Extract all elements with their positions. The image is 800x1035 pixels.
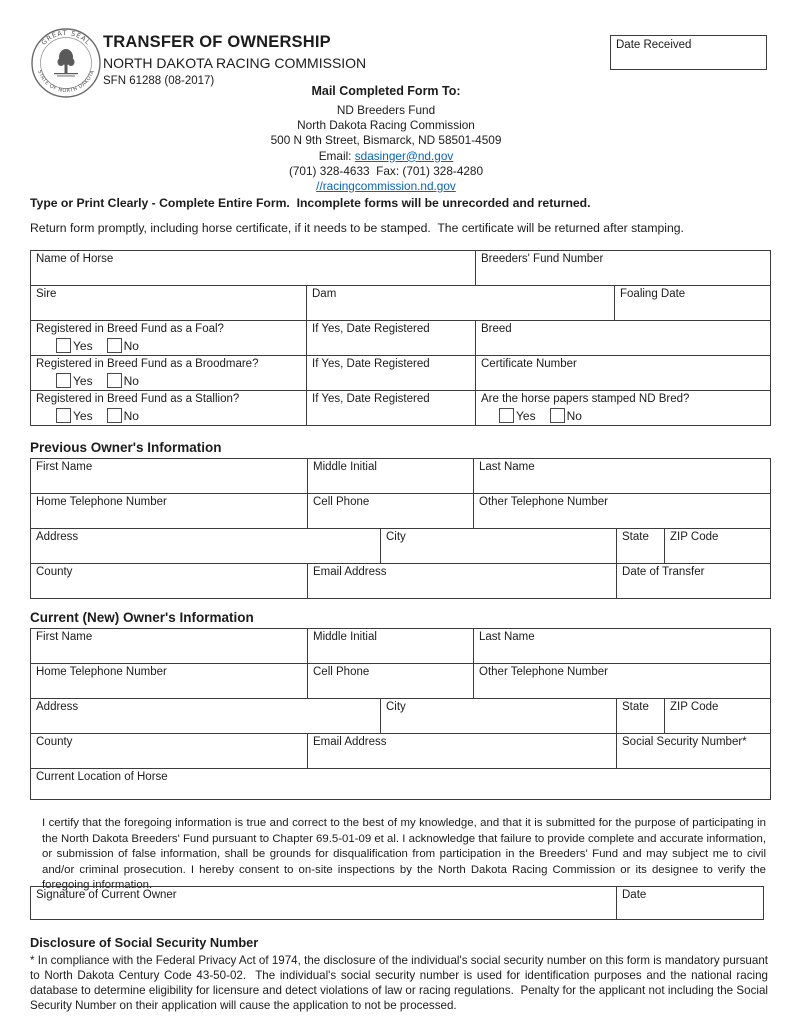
table-row [31,664,771,699]
field-certificate-number[interactable] [476,356,771,391]
field-label: Middle Initial [313,631,377,643]
field-label: Other Telephone Number [479,666,608,678]
field-label: Are the horse papers stamped ND Bred? [481,393,690,405]
field-label: Home Telephone Number [36,666,167,678]
checkbox-label-yes: Yes [516,408,536,423]
field-broodmare-date-registered[interactable] [307,356,476,391]
checkbox-label-yes: Yes [73,408,93,423]
checkbox-label-no: No [123,373,139,388]
field-label: City [386,701,406,713]
field-current-location[interactable] [31,769,771,800]
table-row [31,699,771,734]
horse-info-table [30,250,771,426]
field-curr-state[interactable] [617,699,665,734]
field-papers-stamped [476,391,771,426]
field-signature[interactable] [31,887,617,920]
checkbox-stallion-yes[interactable] [56,408,71,423]
field-label: Home Telephone Number [36,496,167,508]
field-curr-other-phone[interactable] [474,664,771,699]
field-label: Date of Transfer [622,566,705,578]
field-registered-foal [31,321,307,356]
mail-to-line2: North Dakota Racing Commission [297,118,475,133]
field-prev-email[interactable] [308,564,617,599]
field-label: Last Name [479,631,535,643]
form-title: TRANSFER OF OWNERSHIP [103,33,331,51]
website-link[interactable]: //racingcommission.nd.gov [316,179,456,194]
field-label: First Name [36,461,93,473]
field-prev-county[interactable] [31,564,308,599]
field-curr-home-phone[interactable] [31,664,308,699]
field-curr-county[interactable] [31,734,308,769]
current-owner-table [30,628,771,800]
table-row [31,286,771,321]
field-label: Registered in Breed Fund as a Foal? [36,323,224,335]
field-curr-last-name[interactable] [474,629,771,664]
field-curr-first-name[interactable] [31,629,308,664]
field-label: Other Telephone Number [479,496,608,508]
field-curr-zip[interactable] [665,699,771,734]
table-row [31,529,771,564]
field-name-of-horse[interactable] [31,251,476,286]
field-prev-first-name[interactable] [31,459,308,494]
mail-to-heading: Mail Completed Form To: [311,84,461,98]
field-label: County [36,566,73,578]
field-label: Sire [36,288,57,300]
table-row [31,769,771,800]
field-label: Dam [312,288,337,300]
field-breed[interactable] [476,321,771,356]
field-breeders-fund-number[interactable] [476,251,771,286]
table-row [31,734,771,769]
form-subtitle: NORTH DAKOTA RACING COMMISSION [103,55,367,71]
field-label: Email Address [313,736,387,748]
field-prev-other-phone[interactable] [474,494,771,529]
checkbox-stamped-no[interactable] [550,408,565,423]
checkbox-stamped-yes[interactable] [499,408,514,423]
field-label: Address [36,701,79,713]
signature-table [30,886,764,920]
email-label: Email: [318,148,355,163]
field-registered-broodmare [31,356,307,391]
field-curr-cell-phone[interactable] [308,664,474,699]
seal-text-bottom: STATE OF NORTH DAKOTA [36,69,96,95]
field-prev-middle-initial[interactable] [308,459,474,494]
form-number: SFN 61288 (08-2017) [103,75,215,87]
table-row [31,391,771,426]
field-label: Registered in Breed Fund as a Stallion? [36,393,240,405]
table-row [31,629,771,664]
field-label: Name of Horse [36,253,114,265]
seal-tree-icon [54,49,78,76]
field-prev-address[interactable] [31,529,381,564]
field-label: Cell Phone [313,666,370,678]
field-label: Email Address [313,566,387,578]
field-label: Signature of Current Owner [36,889,177,901]
table-row [31,251,771,286]
field-sire[interactable] [31,286,307,321]
table-row [31,321,771,356]
field-label: Last Name [479,461,535,473]
certification-paragraph: I certify that the foregoing information is true and correct to the best of my knowledge, and that it is submitted for the purpose of participating in the North Dakota Breeders' Fund pursuant to Chapter 69.5-01-09 et al. I acknowledge that failure to provide complete and accurate information, or submission of false information, shall be grounds for disqualification from participation in the Breeders' Fund and may subject me to civil and/or criminal prosecution. I hereby consent to on-site inspections by the North Dakota Racing Commission or its designee to verify the foregoing information. [42,817,766,891]
field-label: County [36,736,73,748]
table-row [31,459,771,494]
disclosure-heading: Disclosure of Social Security Number [30,935,259,950]
checkbox-foal-no[interactable] [107,338,122,353]
field-curr-ssn[interactable] [617,734,771,769]
previous-owner-table [30,458,771,599]
field-prev-state[interactable] [617,529,665,564]
field-foal-date-registered[interactable] [307,321,476,356]
checkbox-label-no: No [123,338,139,353]
field-label: City [386,531,406,543]
field-curr-address[interactable] [31,699,381,734]
field-signature-date[interactable] [617,887,764,920]
current-owner-heading: Current (New) Owner's Information [30,610,254,625]
instruction-normal-line: Return form promptly, including horse certificate, if it needs to be stamped. The certificate will be returned after stamping. [30,221,684,235]
field-label: Cell Phone [313,496,370,508]
field-label: State [622,701,649,713]
seal-text-top: GREAT SEAL [39,28,93,47]
email-link[interactable]: sdasinger@nd.gov [354,148,454,163]
instructions-block [30,196,770,235]
field-curr-email[interactable] [308,734,617,769]
table-row [31,494,771,529]
instruction-bold-line: Type or Print Clearly - Complete Entire Form. Incomplete forms will be unrecorded and returned. [30,196,591,210]
checkbox-foal-yes[interactable] [56,338,71,353]
field-label: Middle Initial [313,461,377,473]
checkbox-broodmare-no[interactable] [107,373,122,388]
checkbox-label-no: No [123,408,139,423]
checkbox-label-yes: Yes [73,338,93,353]
field-curr-middle-initial[interactable] [308,629,474,664]
field-label: Breeders' Fund Number [481,253,604,265]
field-label: Foaling Date [620,288,686,300]
field-label: Social Security Number* [622,736,747,748]
disclosure-paragraph: * In compliance with the Federal Privacy Act of 1974, the disclosure of the individual's social security number on this form is mandatory pursuant to North Dakota Century Code 43-50-02. The individual's social security number is used for identification purposes and the national racing database to determine eligibility for licensure and detect violations of law or racing regulations. Penalty for the applicant not including the Social Security Number on their application will cause the application to not be processed. [30,954,772,1012]
field-label: Certificate Number [481,358,577,370]
field-label: ZIP Code [670,531,719,543]
table-row [31,564,771,599]
field-label: If Yes, Date Registered [312,358,430,370]
checkbox-label-no: No [566,408,582,423]
field-prev-date-of-transfer[interactable] [617,564,771,599]
field-label: State [622,531,649,543]
field-registered-stallion [31,391,307,426]
date-received-field[interactable] [610,35,767,70]
field-prev-home-phone[interactable] [31,494,308,529]
field-label: Registered in Breed Fund as a Broodmare? [36,358,259,370]
checkbox-label-yes: Yes [73,373,93,388]
field-label: First Name [36,631,93,643]
field-label: If Yes, Date Registered [312,393,430,405]
field-prev-zip[interactable] [665,529,771,564]
mail-to-line3: 500 N 9th Street, Bismarck, ND 58501-4509 [270,133,502,148]
field-label: Address [36,531,79,543]
field-label: ZIP Code [670,701,719,713]
checkbox-stallion-no[interactable] [107,408,122,423]
field-prev-city[interactable] [381,529,617,564]
date-received-label: Date Received [616,39,692,51]
table-row [31,356,771,391]
mail-to-block [0,84,772,194]
previous-owner-heading: Previous Owner's Information [30,440,222,455]
field-label: If Yes, Date Registered [312,323,430,335]
field-prev-cell-phone[interactable] [308,494,474,529]
phone-fax-line: (701) 328-4633 Fax: (701) 328-4280 [288,163,484,178]
field-curr-city[interactable] [381,699,617,734]
field-dam[interactable] [307,286,615,321]
checkbox-broodmare-yes[interactable] [56,373,71,388]
field-label: Date [622,889,647,901]
field-label: Breed [481,323,512,335]
field-prev-last-name[interactable] [474,459,771,494]
field-foaling-date[interactable] [615,286,771,321]
field-label: Current Location of Horse [36,771,168,783]
field-stallion-date-registered[interactable] [307,391,476,426]
svg-text:GREAT SEAL [40,29,92,47]
mail-to-line1: ND Breeders Fund [336,103,436,117]
table-row [31,887,764,920]
